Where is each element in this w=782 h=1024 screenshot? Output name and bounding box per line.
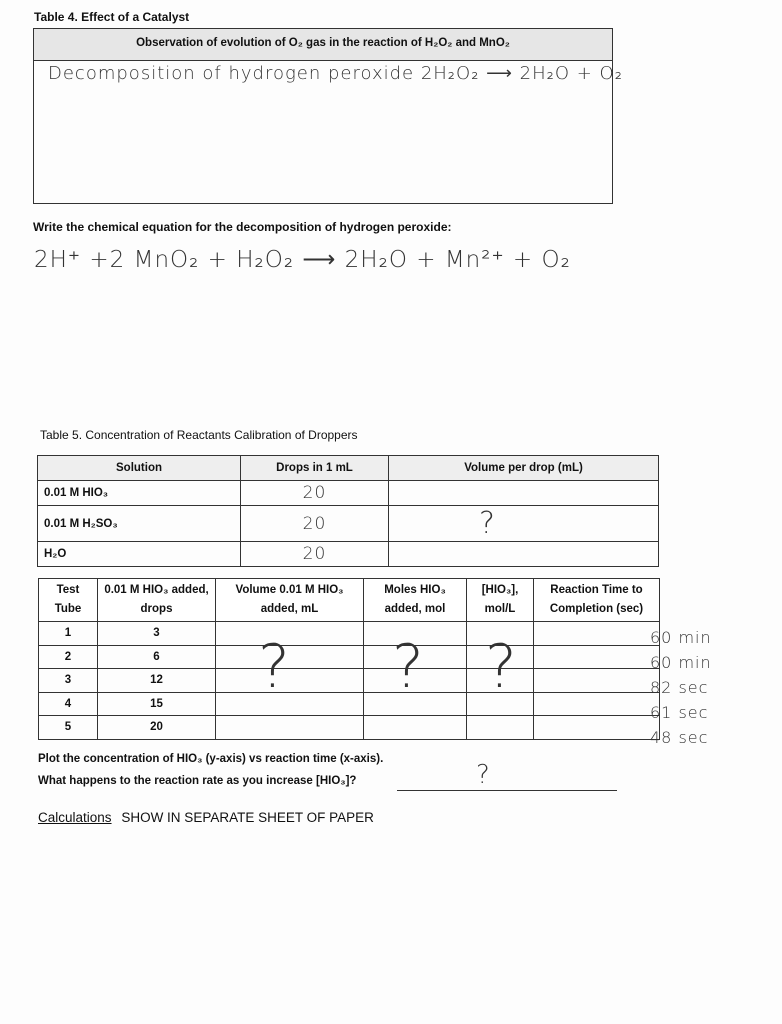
drops-cell: 20 [241, 542, 389, 567]
volume-cell [389, 542, 659, 567]
drops-cell: 12 [98, 669, 216, 693]
table6-header: Moles HIO₃ added, mol [364, 579, 467, 622]
question-answer: ? [476, 760, 491, 790]
drops-cell: 6 [98, 645, 216, 669]
table5-caption: Table 5. Concentration of Reactants Calibration of Droppers [40, 428, 358, 442]
tube-cell: 5 [39, 716, 98, 740]
solution-cell: H₂O [38, 542, 241, 567]
table-row [38, 542, 659, 567]
drops-cell: 20 [241, 506, 389, 542]
solution-cell: 0.01 M H₂SO₃ [38, 506, 241, 542]
time-value: 82 sec [650, 678, 709, 697]
drops-cell: 20 [241, 481, 389, 506]
table-row [38, 481, 659, 506]
calculations-section [38, 810, 374, 825]
tube-cell: 3 [39, 669, 98, 693]
calculations-note: SHOW IN SEPARATE SHEET OF PAPER [121, 810, 374, 825]
concentration-question-mark: ? [485, 632, 518, 702]
solution-cell: 0.01 M HIO₃ [38, 481, 241, 506]
table6-header: Reaction Time to Completion (sec) [534, 579, 660, 622]
tube-cell: 2 [39, 645, 98, 669]
answer-line[interactable] [397, 790, 617, 791]
equation-answer: 2H⁺ +2 MnO₂ + H₂O₂ ⟶ 2H₂O + Mn²⁺ + O₂ [34, 247, 571, 273]
volume-question-mark: ? [258, 632, 291, 702]
table4-caption: Table 4. Effect of a Catalyst [34, 10, 190, 24]
drops-cell: 20 [98, 716, 216, 740]
table4-box [33, 28, 623, 204]
moles-question-mark: ? [392, 632, 425, 702]
calculations-label: Calculations [38, 810, 112, 825]
tube-cell: 4 [39, 692, 98, 716]
time-value: 48 sec [650, 728, 709, 747]
table6 [38, 578, 660, 740]
time-value: 61 sec [650, 703, 709, 722]
time-value: 60 min [650, 653, 712, 672]
table6-header: 0.01 M HIO₃ added, drops [98, 579, 216, 622]
table4-answer: Decomposition of hydrogen peroxide 2H₂O₂ ⟶ 2H₂O + O₂ [48, 63, 623, 84]
table-row [38, 506, 659, 542]
volume-cell [389, 481, 659, 506]
table-row [39, 669, 660, 693]
table5-header: Drops in 1 mL [241, 456, 389, 481]
table6-header: Test Tube [39, 579, 98, 622]
table5-header: Volume per drop (mL) [389, 456, 659, 481]
table-row [39, 692, 660, 716]
drops-cell: 15 [98, 692, 216, 716]
table5 [37, 455, 659, 567]
table6-header: [HIO₃], mol/L [467, 579, 534, 622]
tube-cell: 1 [39, 622, 98, 646]
table-row [39, 622, 660, 646]
plot-instruction: Plot the concentration of HIO₃ (y-axis) vs reaction time (x-axis). [38, 753, 384, 765]
drops-cell: 3 [98, 622, 216, 646]
table6-header: Volume 0.01 M HIO₃ added, mL [216, 579, 364, 622]
volume-cell: ? [389, 506, 659, 542]
table-row [39, 716, 660, 740]
equation-prompt: Write the chemical equation for the decomposition of hydrogen peroxide: [33, 220, 452, 234]
table-row [39, 645, 660, 669]
table4-header: Observation of evolution of O₂ gas in the reaction of H₂O₂ and MnO₂ [34, 29, 612, 61]
question: What happens to the reaction rate as you increase [HIO₃]? [38, 775, 357, 787]
time-value: 60 min [650, 628, 712, 647]
table5-header: Solution [38, 456, 241, 481]
